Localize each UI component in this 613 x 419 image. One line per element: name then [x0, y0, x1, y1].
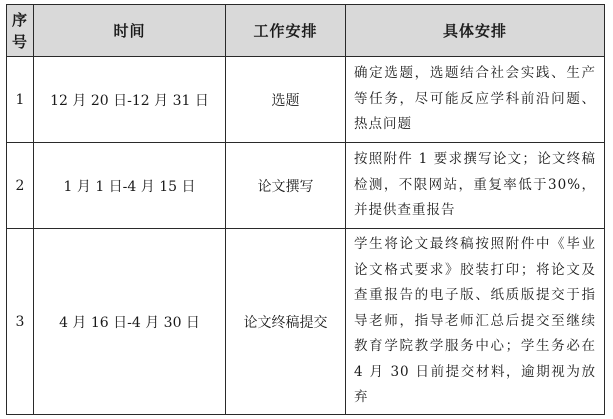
table-row	[7, 229, 605, 415]
header-seq-line2: 号	[11, 32, 28, 51]
header-time: 时间	[34, 5, 226, 57]
row-work: 选题	[226, 57, 346, 143]
row-time: 4 月 16 日-4 月 30 日	[34, 229, 226, 415]
row-work: 论文撰写	[226, 143, 346, 229]
row-detail: 学生将论文最终稿按照附件中《毕业论文格式要求》胶装打印；将论文及查重报告的电子版、纸质版提交于指导老师，指导老师汇总后提交至继续教育学院教学服务中心；学生务必在 4 月 30 日前提交材料，逾期视为放弃	[346, 229, 605, 415]
row-seq: 2	[7, 143, 34, 229]
row-detail: 按照附件 1 要求撰写论文；论文终稿检测，不限网站，重复率低于30%，并提供查重报告	[346, 143, 605, 229]
header-work: 工作安排	[226, 5, 346, 57]
table-row	[7, 57, 605, 143]
row-time: 12 月 20 日-12 月 31 日	[34, 57, 226, 143]
row-work: 论文终稿提交	[226, 229, 346, 415]
header-seq-line1: 序	[11, 10, 28, 29]
row-detail: 确定选题，选题结合社会实践、生产等任务，尽可能反应学科前沿问题、热点问题	[346, 57, 605, 143]
table-header-row	[7, 5, 605, 57]
schedule-table	[6, 4, 605, 415]
row-seq: 3	[7, 229, 34, 415]
table-row	[7, 143, 605, 229]
row-seq: 1	[7, 57, 34, 143]
header-detail: 具体安排	[346, 5, 605, 57]
row-time: 1 月 1 日-4 月 15 日	[34, 143, 226, 229]
header-seq	[7, 5, 34, 57]
